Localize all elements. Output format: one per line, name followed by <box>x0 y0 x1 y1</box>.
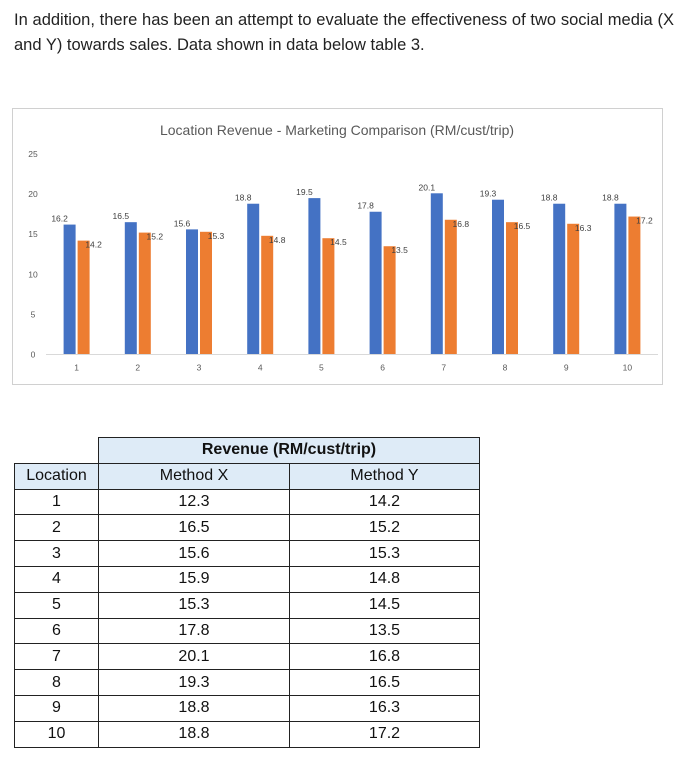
x-tick-label: 6 <box>380 362 385 373</box>
data-label: 14.5 <box>330 237 347 248</box>
revenue-chart <box>12 108 663 385</box>
cell-location: 1 <box>15 489 99 515</box>
cell-method-y: 13.5 <box>290 618 480 644</box>
bar-method-y <box>261 236 273 355</box>
chart-title: Location Revenue - Marketing Comparison (RM/cust/trip) <box>159 122 515 138</box>
cell-location: 4 <box>15 566 99 592</box>
data-label: 19.3 <box>479 188 497 199</box>
data-label: 17.8 <box>357 200 374 211</box>
table-row <box>15 566 480 592</box>
bar-method-y <box>78 241 90 355</box>
data-label: 16.3 <box>574 222 592 233</box>
cell-method-x: 15.3 <box>99 592 290 618</box>
bar-method-x <box>247 204 259 355</box>
table-group-header-row <box>15 438 480 464</box>
revenue-table <box>14 437 480 748</box>
data-label: 14.2 <box>85 239 102 250</box>
cell-method-y: 14.5 <box>290 592 480 618</box>
bar-method-y <box>384 246 396 354</box>
bar-method-y <box>445 220 457 355</box>
y-tick-label: 25 <box>28 149 38 159</box>
table-row <box>15 592 480 618</box>
table-row <box>15 644 480 670</box>
bar-method-x <box>431 193 443 354</box>
x-tick-label: 3 <box>196 362 202 373</box>
data-label: 14.8 <box>268 234 286 245</box>
y-tick-label: 20 <box>28 189 38 200</box>
bar-method-y <box>628 217 640 355</box>
data-label: 17.2 <box>636 215 653 226</box>
column-header-location: Location <box>15 463 99 489</box>
data-label: 16.2 <box>51 213 68 224</box>
cell-method-x: 12.3 <box>99 489 290 515</box>
bar-method-y <box>322 238 334 354</box>
cell-method-x: 15.9 <box>99 566 290 592</box>
cell-location: 9 <box>15 695 99 721</box>
data-label: 15.2 <box>146 231 164 242</box>
x-tick-label: 7 <box>441 362 447 373</box>
cell-method-y: 16.8 <box>290 644 480 670</box>
cell-location: 10 <box>15 721 99 747</box>
data-label: 16.5 <box>513 221 531 232</box>
cell-location: 6 <box>15 618 99 644</box>
cell-method-y: 14.2 <box>290 489 480 515</box>
x-tick-label: 10 <box>622 362 633 373</box>
y-axis <box>28 149 38 360</box>
x-tick-label: 2 <box>135 362 141 373</box>
x-tick-label: 4 <box>257 362 263 373</box>
table-header-row <box>15 463 480 489</box>
data-label: 19.5 <box>296 187 313 198</box>
y-tick-label: 0 <box>30 349 36 360</box>
x-axis <box>46 355 658 373</box>
data-label: 13.5 <box>391 245 408 256</box>
bar-group <box>51 182 653 354</box>
data-label: 18.8 <box>234 192 252 203</box>
cell-method-x: 15.6 <box>99 541 290 567</box>
data-label: 20.1 <box>418 182 436 193</box>
table-row <box>15 695 480 721</box>
data-label: 15.3 <box>207 230 225 241</box>
intro-paragraph: In addition, there has been an attempt to evaluate the effectiveness of two social media (X and Y) towards sales. Data shown in data below table 3. <box>14 11 674 54</box>
cell-method-y: 16.3 <box>290 695 480 721</box>
table-row <box>15 618 480 644</box>
x-tick-label: 1 <box>74 362 79 373</box>
bar-method-y <box>139 233 151 355</box>
cell-method-x: 16.5 <box>99 515 290 541</box>
data-label: 15.6 <box>173 218 191 229</box>
cell-method-y: 14.8 <box>290 566 480 592</box>
cell-method-x: 20.1 <box>99 644 290 670</box>
table-group-header: Revenue (RM/cust/trip) <box>99 438 480 464</box>
y-tick-label: 5 <box>30 309 36 320</box>
bar-method-x <box>614 204 626 355</box>
table-row <box>15 515 480 541</box>
bar-method-x <box>186 229 198 354</box>
bar-method-y <box>567 224 579 355</box>
bar-method-x <box>125 222 137 354</box>
cell-method-x: 18.8 <box>99 721 290 747</box>
cell-location: 5 <box>15 592 99 618</box>
column-header-method-x: Method X <box>99 463 290 489</box>
bar-method-x <box>492 200 504 355</box>
data-label: 16.8 <box>452 218 470 229</box>
cell-method-y: 16.5 <box>290 670 480 696</box>
data-label: 18.8 <box>540 192 558 203</box>
bar-method-x <box>370 212 382 355</box>
bar-method-x <box>553 204 565 355</box>
cell-location: 3 <box>15 541 99 567</box>
cell-location: 2 <box>15 515 99 541</box>
cell-method-x: 19.3 <box>99 670 290 696</box>
bar-method-y <box>506 222 518 354</box>
table-corner-blank <box>15 438 99 464</box>
table-row <box>15 721 480 747</box>
cell-method-y: 15.3 <box>290 541 480 567</box>
bar-method-x <box>64 225 76 355</box>
cell-method-y: 15.2 <box>290 515 480 541</box>
data-label: 16.5 <box>112 211 130 222</box>
chart-svg <box>13 109 662 384</box>
cell-location: 7 <box>15 644 99 670</box>
table-row <box>15 670 480 696</box>
cell-location: 8 <box>15 670 99 696</box>
cell-method-x: 17.8 <box>99 618 290 644</box>
x-tick-label: 5 <box>319 362 324 373</box>
bar-method-y <box>200 232 212 355</box>
y-tick-label: 15 <box>28 229 38 240</box>
x-tick-label: 9 <box>563 362 569 373</box>
table-row <box>15 489 480 515</box>
table-row <box>15 541 480 567</box>
x-tick-label: 8 <box>502 362 508 373</box>
y-tick-label: 10 <box>28 269 38 280</box>
bar-method-x <box>308 198 320 354</box>
column-header-method-y: Method Y <box>290 463 480 489</box>
cell-method-y: 17.2 <box>290 721 480 747</box>
cell-method-x: 18.8 <box>99 695 290 721</box>
data-label: 18.8 <box>602 192 619 203</box>
